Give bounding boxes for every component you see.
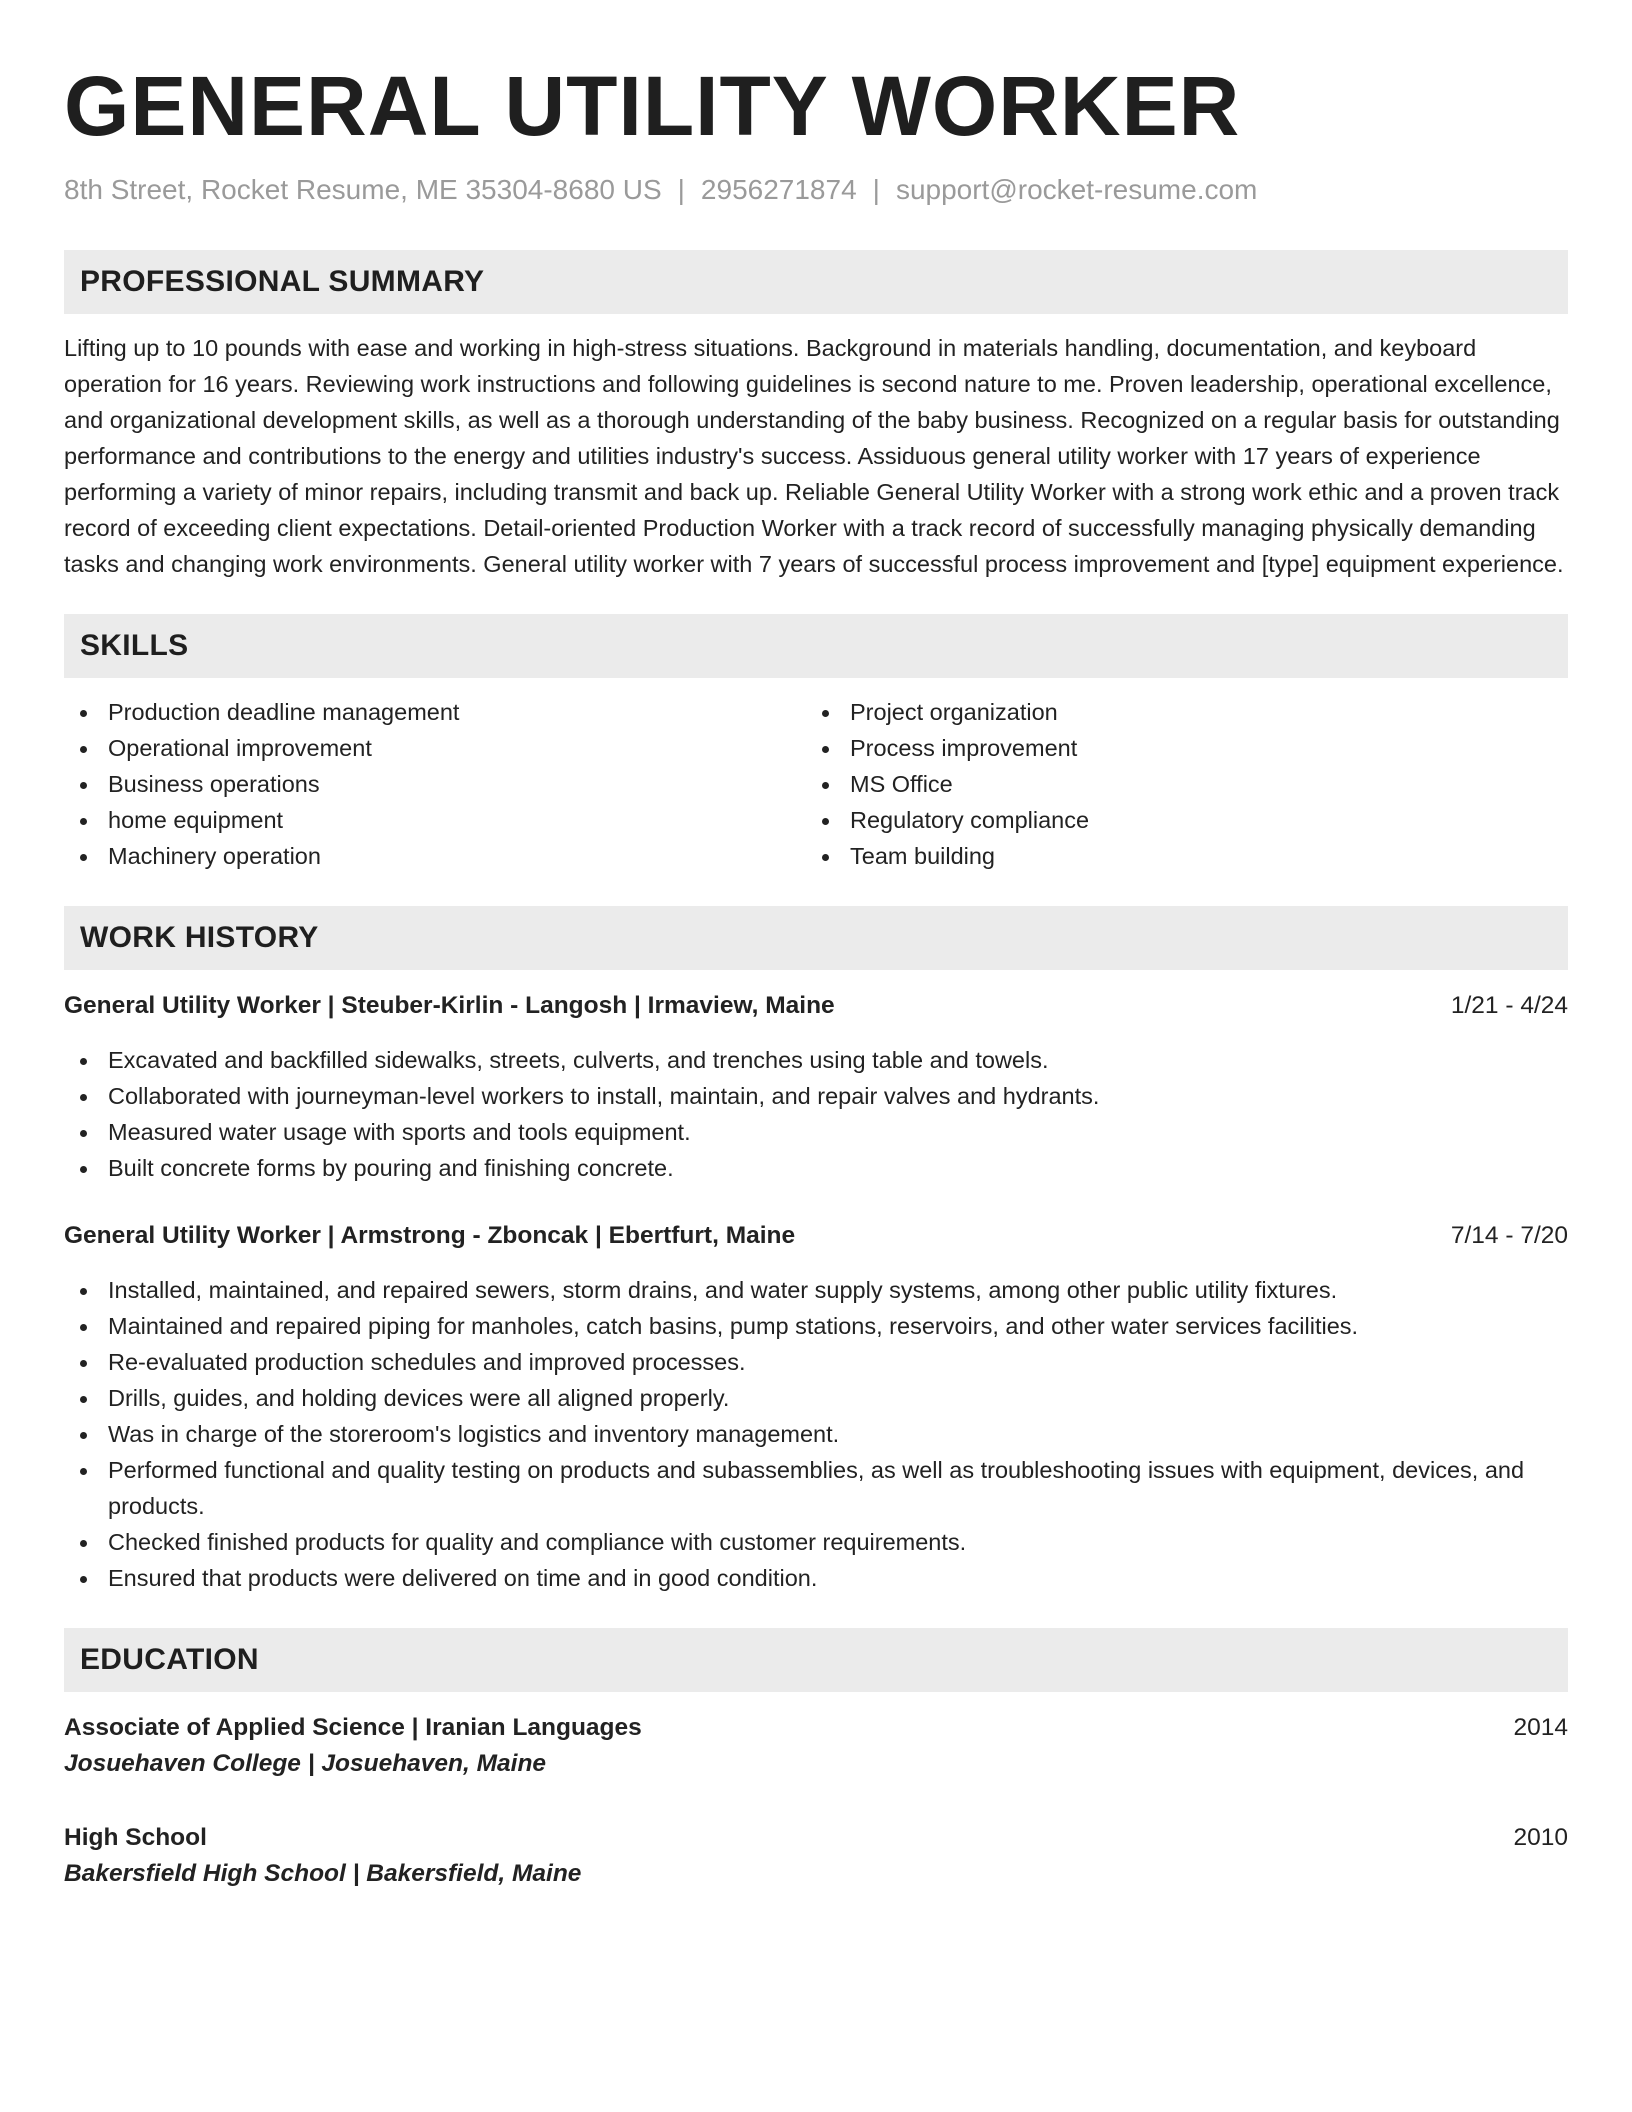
- duty-item: Was in charge of the storeroom's logistics and inventory management.: [64, 1416, 1568, 1452]
- education-degree: High School: [64, 1824, 207, 1851]
- skills-list: [64, 694, 1568, 874]
- education-school: Josuehaven College | Josuehaven, Maine: [64, 1750, 547, 1777]
- education-entry: [64, 1820, 1568, 1892]
- job-header: [64, 988, 1568, 1024]
- job-header: [64, 1218, 1568, 1254]
- duty-item: Installed, maintained, and repaired sewers, storm drains, and water supply systems, among other public utility fixtures.: [64, 1272, 1568, 1308]
- contact-separator: |: [872, 174, 880, 205]
- summary-heading: PROFESSIONAL SUMMARY: [64, 250, 1568, 314]
- duty-item: Maintained and repaired piping for manholes, catch basins, pump stations, reservoirs, and other water services facilities.: [64, 1308, 1568, 1344]
- education-year: 2014: [1513, 1714, 1568, 1741]
- skill-item: Regulatory compliance: [806, 802, 1548, 838]
- contact-phone: 2956271874: [700, 174, 857, 205]
- summary-text: Lifting up to 10 pounds with ease and working in high-stress situations. Background in materials handling, documentation, and keyboard operation for 16 years. Reviewing work instructions and following guidelines is second nature to me. Proven leadership, operational excellence, and organizational development skills, as well as a thorough understanding of the baby business. Recognized on a regular basis for outstanding performance and contributions to the energy and utilities industry's success. Assiduous general utility worker with 17 years of experience performing a variety of minor repairs, including transmit and back up. Reliable General Utility Worker with a strong work ethic and a proven track record of exceeding client expectations. Detail-oriented Production Worker with a track record of successfully managing physically demanding tasks and changing work environments. General utility worker with 7 years of successful process improvement and [type] equipment experience.: [64, 335, 1564, 577]
- skill-item: Production deadline management: [64, 694, 806, 730]
- job-dates: 7/14 - 7/20: [1450, 1222, 1568, 1249]
- education-entry: [64, 1710, 1568, 1782]
- skill-item: Business operations: [64, 766, 806, 802]
- skill-item: Project organization: [806, 694, 1548, 730]
- contact-separator: |: [677, 174, 685, 205]
- duty-item: Excavated and backfilled sidewalks, streets, culverts, and trenches using table and towels.: [64, 1042, 1568, 1078]
- skill-item: Process improvement: [806, 730, 1548, 766]
- education-heading: EDUCATION: [64, 1628, 1568, 1692]
- job-entry: [64, 988, 1568, 1186]
- job-duties: [64, 1042, 1568, 1186]
- duty-item: Re-evaluated production schedules and improved processes.: [64, 1344, 1568, 1380]
- education-header: [64, 1710, 1568, 1746]
- skills-column-left: [64, 694, 806, 874]
- contact-address: 8th Street, Rocket Resume, ME 35304-8680 US: [64, 174, 662, 205]
- contact-email: support@rocket-resume.com: [895, 174, 1258, 205]
- job-dates: 1/21 - 4/24: [1450, 992, 1568, 1019]
- duty-item: Drills, guides, and holding devices were all aligned properly.: [64, 1380, 1568, 1416]
- job-duties: [64, 1272, 1568, 1596]
- job-title: General Utility Worker | Armstrong - Zboncak | Ebertfurt, Maine: [64, 1222, 796, 1249]
- contact-line: [64, 172, 1568, 208]
- education-school: Bakersfield High School | Bakersfield, Maine: [64, 1860, 582, 1887]
- duty-item: Performed functional and quality testing on products and subassemblies, as well as troubleshooting issues with equipment, devices, and products.: [64, 1452, 1568, 1524]
- work-history-heading: WORK HISTORY: [64, 906, 1568, 970]
- skill-item: Machinery operation: [64, 838, 806, 874]
- duty-item: Checked finished products for quality and compliance with customer requirements.: [64, 1524, 1568, 1560]
- duty-item: Measured water usage with sports and tools equipment.: [64, 1114, 1568, 1150]
- candidate-name: GENERAL UTILITY WORKER: [64, 59, 1241, 153]
- resume-page: [64, 0, 1568, 1892]
- skill-item: MS Office: [806, 766, 1548, 802]
- duty-item: Ensured that products were delivered on time and in good condition.: [64, 1560, 1568, 1596]
- skill-item: Team building: [806, 838, 1548, 874]
- skill-item: Operational improvement: [64, 730, 806, 766]
- skills-column-right: [806, 694, 1548, 874]
- skill-item: home equipment: [64, 802, 806, 838]
- duty-item: Collaborated with journeyman-level workers to install, maintain, and repair valves and hydrants.: [64, 1078, 1568, 1114]
- education-year: 2010: [1513, 1824, 1568, 1851]
- education-header: [64, 1820, 1568, 1856]
- job-entry: [64, 1218, 1568, 1596]
- duty-item: Built concrete forms by pouring and finishing concrete.: [64, 1150, 1568, 1186]
- education-degree: Associate of Applied Science | Iranian Languages: [64, 1714, 642, 1741]
- skills-heading: SKILLS: [64, 614, 1568, 678]
- job-title: General Utility Worker | Steuber-Kirlin - Langosh | Irmaview, Maine: [64, 992, 835, 1019]
